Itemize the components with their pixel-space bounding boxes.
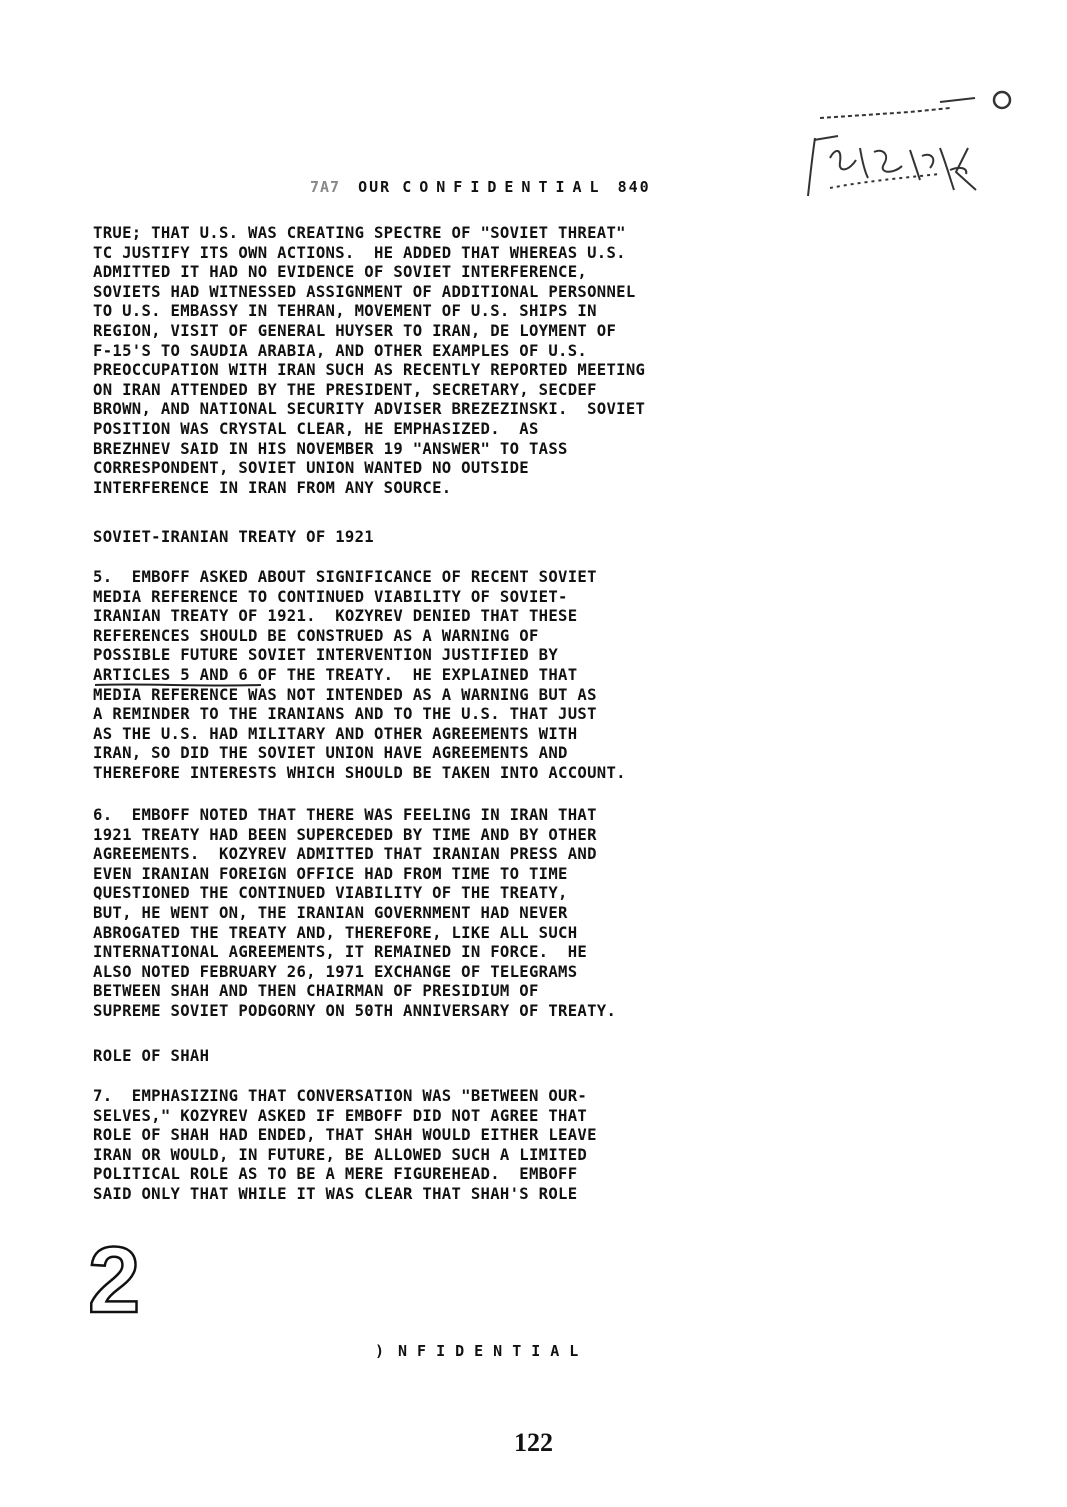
page-marker-text: 2 <box>88 1232 141 1322</box>
handwritten-annotation <box>790 78 1020 218</box>
page-marker-numeral <box>84 1232 154 1322</box>
header-lead: OUR <box>358 178 392 196</box>
handwritten-underline <box>93 682 263 688</box>
footer-classification: NFIDENTIAL <box>398 1342 589 1360</box>
header-number: 840 <box>617 178 651 196</box>
header-prefix: 7A7 <box>310 178 341 196</box>
paragraph-7: 7. EMPHASIZING THAT CONVERSATION WAS "BETWEEN OUR- SELVES," KOZYREV ASKED IF EMBOFF DID NOT AGREE THAT ROLE OF SHAH HAD ENDED, THAT SHAH WOULD EITHER LEAVE IRAN OR WOULD, IN FUTURE, BE ALLOWED SUCH A LIMITED POLITICAL ROLE AS TO BE A MERE FIGUREHEAD. EMBOFF SAID ONLY THAT WHILE IT WAS CLEAR THAT SHAH'S ROLE <box>93 1087 597 1203</box>
header-classification: CONFIDENTIAL <box>402 178 607 196</box>
heading-soviet-iranian-treaty: SOVIET-IRANIAN TREATY OF 1921 <box>93 528 374 546</box>
classification-footer: ) NFIDENTIAL <box>375 1342 589 1360</box>
classification-header <box>310 178 651 196</box>
paragraph-6: 6. EMBOFF NOTED THAT THERE WAS FEELING IN IRAN THAT 1921 TREATY HAD BEEN SUPERCEDED BY TIME AND BY OTHER AGREEMENTS. KOZYREV ADMITTED THAT IRANIAN PRESS AND EVEN IRANIAN FOREIGN OFFICE HAD FROM TIME TO TIME QUESTIONED THE CONTINUED VIABILITY OF THE TREATY, BUT, HE WENT ON, THE IRANIAN GOVERNMENT HAD NEVER ABROGATED THE TREATY AND, THEREFORE, LIKE ALL SUCH INTERNATIONAL AGREEMENTS, IT REMAINED IN FORCE. HE ALSO NOTED FEBRUARY 26, 1971 EXCHANGE OF TELEGRAMS BETWEEN SHAH AND THEN CHAIRMAN OF PRESIDIUM OF SUPREME SOVIET PODGORNY ON 50TH ANNIVERSARY OF TREATY. <box>93 806 617 1020</box>
paragraph-4: TRUE; THAT U.S. WAS CREATING SPECTRE OF "SOVIET THREAT" TC JUSTIFY ITS OWN ACTIONS. HE ADDED THAT WHEREAS U.S. ADMITTED IT HAD NO EVIDENCE OF SOVIET INTERFERENCE, SOVIETS HAD WITNESSED ASSIGNMENT OF ADDITIONAL PERSONNEL TO U.S. EMBASSY IN TEHRAN, MOVEMENT OF U.S. SHIPS IN REGION, VISIT OF GENERAL HUYSER TO IRAN, DE LOYMENT OF F-15'S TO SAUDIA ARABIA, AND OTHER EXAMPLES OF U.S. PREOCCUPATION WITH IRAN SUCH AS RECENTLY REPORTED MEETING ON IRAN ATTENDED BY THE PRESIDENT, SECRETARY, SECDEF BROWN, AND NATIONAL SECURITY ADVISER BREZEZINSKI. SOVIET POSITION WAS CRYSTAL CLEAR, HE EMPHASIZED. AS BREZHNEV SAID IN HIS NOVEMBER 19 "ANSWER" TO TASS CORRESPONDENT, SOVIET UNION WANTED NO OUTSIDE INTERFERENCE IN IRAN FROM ANY SOURCE. <box>93 224 646 497</box>
heading-role-of-shah: ROLE OF SHAH <box>93 1047 210 1065</box>
page-number: 122 <box>514 1428 553 1457</box>
paragraph-5: 5. EMBOFF ASKED ABOUT SIGNIFICANCE OF RECENT SOVIET MEDIA REFERENCE TO CONTINUED VIABILITY OF SOVIET- IRANIAN TREATY OF 1921. KOZYREV DENIED THAT THESE REFERENCES SHOULD BE CONSTRUED AS A WARNING OF POSSIBLE FUTURE SOVIET INTERVENTION JUSTIFIED BY ARTICLES 5 AND 6 OF THE TREATY. HE EXPLAINED THAT MEDIA REFERENCE WAS NOT INTENDED AS A WARNING BUT AS A REMINDER TO THE IRANIANS AND TO THE U.S. THAT JUST AS THE U.S. HAD MILITARY AND OTHER AGREEMENTS WITH IRAN, SO DID THE SOVIET UNION HAVE AGREEMENTS AND THEREFORE INTERESTS WHICH SHOULD BE TAKEN INTO ACCOUNT. <box>93 568 626 782</box>
